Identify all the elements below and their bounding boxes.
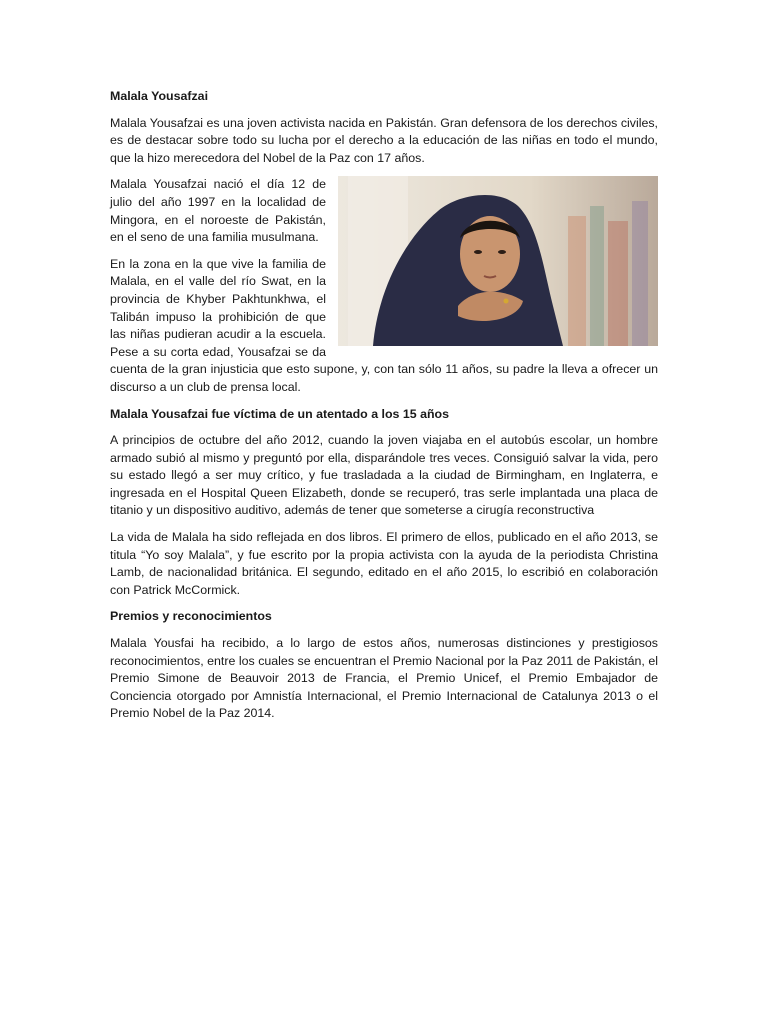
awards-paragraph: Malala Yousfai ha recibido, a lo largo de estos años, numerosas distinciones y prestigiosos reconocimientos, entre los cuales se encuentran el Premio Nacional por la Paz 2011 de Pakistán, el Premio Simone de Beauvoir 2013 de Francia, el Premio Unicef, el Premio Embajador de Conciencia otorgado por Amnistía Internacional, el Premio Internacional de Catalunya 2013 o el Premio Nobel de la Paz 2014. (110, 636, 658, 721)
region-paragraph: En la zona en la que vive la familia de Malala, en el valle del río Swat, en la provincia de Khyber Pakhtunkhwa, el Talibán impuso la prohibición de que las niñas pudieran acudir a la escuela. Pese a su corta edad, Yousafzai se da cuenta de la gran injusticia que esto supone, y, con tan sólo 11 años, su padre la lleva a ofrecer un discurso a un club de prensa local. (110, 256, 658, 394)
books-paragraph: La vida de Malala ha sido reflejada en dos libros. El primero de ellos, publicado en el año 2013, se titula “Yo soy Malala”, y fue escrito por la propia activista con la ayuda de la periodista Christina Lamb, de nacionalidad británica. El segundo, editado en el año 2015, lo escribió en colaboración con Patrick McCormick. (110, 530, 658, 597)
intro-paragraph: Malala Yousafzai es una joven activista nacida en Pakistán. Gran defensora de los derechos civiles, es de destacar sobre todo su lucha por el derecho a la educación de las niñas en todo el mundo, que la hizo merecedora del Nobel de la Paz con 17 años. (110, 115, 658, 165)
attack-paragraph: A principios de octubre del año 2012, cuando la joven viajaba en el autobús escolar, un hombre armado subió al mismo y preguntó por ella, disparándole tres veces. Consiguió salvar la vida, pero su estado llegó a ser muy crítico, y fue trasladada a la ciudad de Birmingham, en Inglaterra, e ingresada en el Hospital Queen Elizabeth, donde se recuperó, tras serle implantada una placa de titanio y un dispositivo auditivo, además de tener que someterse a cirugía reconstructiva (110, 433, 658, 518)
portrait-photo-icon (338, 176, 658, 346)
document-title: Malala Yousafzai (110, 89, 209, 103)
attack-heading: Malala Yousafzai fue víctima de un atentado a los 15 años (110, 406, 450, 421)
document-body (110, 88, 658, 732)
birth-paragraph: Malala Yousafzai nació el día 12 de julio del año 1997 en la localidad de Mingora, en el noroeste de Pakistán, en el seno de una familia musulmana. (110, 177, 326, 245)
awards-heading: Premios y reconocimientos (110, 609, 272, 624)
